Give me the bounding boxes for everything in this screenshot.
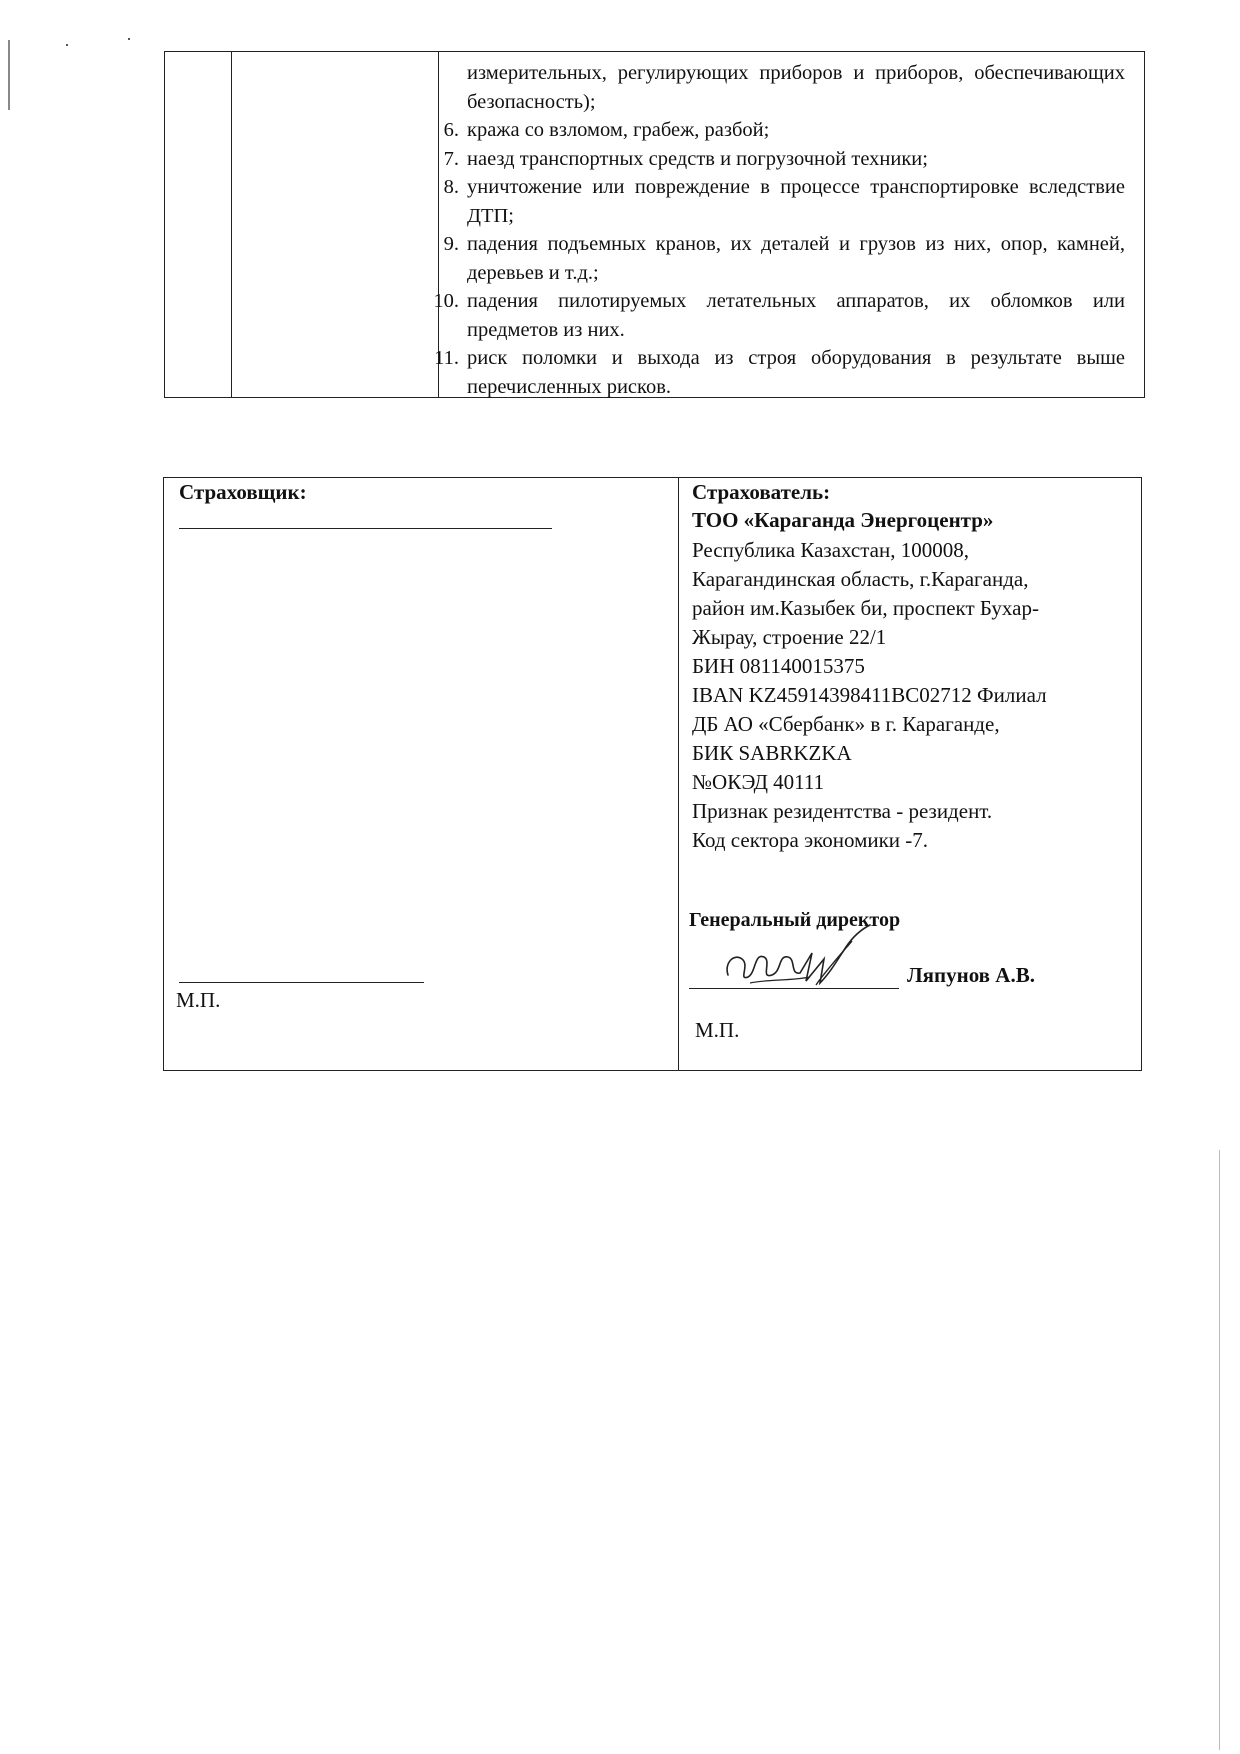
- detail-line: район им.Казыбек би, проспект Бухар-: [692, 596, 1039, 620]
- detail-line: Признак резидентства - резидент.: [692, 799, 993, 823]
- risk-number: 7.: [443, 147, 459, 170]
- insured-title: Страхователь:: [692, 480, 831, 504]
- risk-list: [433, 59, 1125, 401]
- detail-line: ДБ АО «Сбербанк» в г. Караганде,: [692, 712, 1000, 736]
- scan-mark: [66, 44, 68, 46]
- detail-line: №ОКЭД 40111: [692, 770, 825, 794]
- risk-item: [433, 145, 1125, 174]
- insurer-title: Страховщик:: [179, 480, 307, 504]
- risk-number: 8.: [443, 176, 459, 198]
- director-title: Генеральный директор: [689, 909, 901, 931]
- detail-line: Республика Казахстан, 100008,: [692, 538, 969, 562]
- insured-company: ТОО «Караганда Энергоцентр»: [692, 508, 994, 532]
- insurer-signature-line: [179, 982, 424, 983]
- detail-line: БИН 081140015375: [692, 654, 865, 678]
- risk-item: [433, 230, 1125, 287]
- director-name: Ляпунов А.В.: [907, 963, 1035, 987]
- director-signature-line: [689, 988, 899, 989]
- handwritten-signature: [720, 923, 880, 1003]
- parties-table: [163, 477, 1142, 1071]
- risk-number: 9.: [443, 233, 459, 255]
- detail-line: Карагандинская область, г.Караганда,: [692, 567, 1029, 591]
- detail-line: IBAN KZ45914398411BC02712 Филиал: [692, 683, 1047, 707]
- risk-item: [433, 59, 1125, 116]
- insurer-name-line: [179, 528, 552, 529]
- scan-mark: [128, 38, 130, 40]
- detail-line: БИК SABRKZKA: [692, 741, 852, 765]
- risk-text: падения подъемных кранов, их деталей и грузов из них, опор, камней, деревьев и т.д.;: [467, 233, 1125, 284]
- insured-column: [689, 478, 1142, 1070]
- risk-text: падения пилотируемых летательных аппаратов, их обломков или предметов из них.: [467, 290, 1125, 341]
- risk-text: уничтожение или повреждение в процессе транспортировке вследствие ДТП;: [467, 176, 1125, 227]
- detail-line: Код сектора экономики -7.: [692, 828, 929, 852]
- insurer-column: [164, 478, 679, 1070]
- scan-mark: [1219, 1150, 1220, 1750]
- risk-table: [164, 51, 1145, 398]
- risk-text: измерительных, регулирующих приборов и приборов, обеспечивающих безопасность);: [467, 62, 1125, 113]
- risk-text: наезд транспортных средств и погрузочной техники;: [467, 147, 928, 170]
- risk-item: [433, 173, 1125, 230]
- risk-number: 11.: [434, 347, 459, 369]
- risk-number: 6.: [443, 119, 459, 141]
- risk-item: [433, 344, 1125, 401]
- scan-mark: [8, 40, 10, 110]
- risk-text: риск поломки и выхода из строя оборудования в результате выше перечисленных рисков.: [467, 347, 1125, 398]
- insurer-stamp-label: М.П.: [176, 988, 221, 1012]
- risk-number: 10.: [433, 290, 459, 312]
- risk-text: кража со взломом, грабеж, разбой;: [467, 119, 770, 141]
- risk-item: [433, 116, 1125, 145]
- insured-details: [692, 536, 1047, 855]
- risk-item: [433, 287, 1125, 344]
- detail-line: Жырау, строение 22/1: [692, 625, 887, 649]
- table-column-divider: [231, 52, 232, 397]
- insured-stamp-label: М.П.: [695, 1018, 740, 1042]
